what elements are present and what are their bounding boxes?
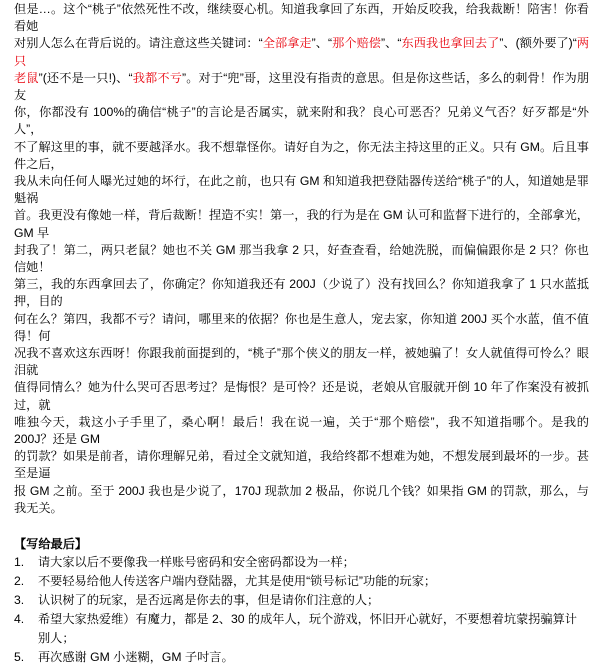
text-run: 唯独今天，栽这小子手里了，桑心啊！最后！我在说一遍，关于“那个赔偿”，我不知道指哪个。是我的 200J？还是 GM: [14, 414, 589, 447]
list-item-text: 希望大家热爱维）有魔力，都是 2、30 的成年人，玩个游戏，怀旧开心就好，不要想着坑蒙拐骗算计别人；: [38, 612, 577, 646]
list-item: [14, 648, 589, 667]
list-item-number: 5.: [14, 650, 25, 665]
text-run: ”、“: [381, 36, 402, 51]
paragraph: [14, 104, 589, 138]
paragraph: [14, 414, 589, 448]
list-item: [14, 591, 589, 610]
paragraph: [14, 70, 589, 104]
text-run: 不了解这里的事，就不要越泽水。我不想靠怪你。请好自为之，你无法主持这里的正义。只有 GM。后且事件之后，: [14, 139, 589, 171]
section-title: 【写给最后】: [14, 537, 88, 552]
list-item-text: 不要轻易给他人传送客户端内登陆器，尤其是使用“锁号标记”功能的玩家；: [38, 574, 437, 589]
paragraph: [14, 276, 589, 310]
paragraph: [14, 483, 589, 517]
list-item: [14, 572, 589, 591]
highlighted-term: 那个赔偿: [332, 36, 382, 51]
highlighted-term: 两只: [14, 36, 590, 68]
text-run: 的罚款？如果是前者，请你理解兄弟，看过全文就知道，我给终都不想难为她，不想发展到最坏的一步。甚至是逼: [14, 449, 589, 481]
list-item-number: 3.: [14, 593, 25, 608]
text-run: 第三，我的东西拿回去了，你确定？你知道我还有 200J（少说了）没有找回么？你知道我拿了 1 只水蓝抵押，目的: [14, 277, 589, 309]
paragraph: [14, 242, 589, 276]
paragraph: [14, 173, 589, 207]
text-run: ”。对于“兜”哥，这里没有指责的意思。但是你这些话，多么的刺骨！作为朋友: [14, 70, 590, 103]
paragraph: [14, 448, 589, 482]
list-item-text: 认识树了的玩家，是否远离是你去的事，但是请你们注意的人；: [38, 593, 380, 608]
text-run: 报 GM 之前。至于 200J 我也是少说了，170J 现款加 2 极品，你说几个钱？如果指 GM 的罚款，那么，与我无关。: [14, 483, 589, 515]
paragraph: [14, 379, 589, 413]
highlighted-term: 老鼠: [14, 70, 39, 85]
text-run: 值得同情么？她为什么哭可否思考过？是悔恨？是可怜？还是说，老娘从官服就开倒 10 年了作案没有被抓过，就: [14, 380, 589, 412]
text-run: ”、“: [311, 36, 333, 51]
text-run: ”、(额外要了)“: [499, 36, 577, 51]
text-run: 对别人怎么在背后说的。请注意这些关键词：“: [14, 36, 263, 51]
list-item-number: 2.: [14, 574, 25, 589]
list-item-number: 1.: [14, 555, 25, 570]
text-run: 但是…。这个“桃子”依然死性不改，继续耍心机。知道我拿回了东西，开始反咬我，给我裁断！陪害！你看看她: [14, 2, 589, 34]
section-spacer: [14, 517, 589, 536]
list-item-number: 4.: [14, 612, 25, 627]
closing-notes-list: [14, 553, 589, 667]
text-run: ”(还不是一只!)、“: [38, 70, 133, 85]
text-run: 况我不喜欢这东西呀！你跟我前面提到的，“桃子”那个侠义的朋友一样，被她骗了！女人就值得可怜么？眼泪就: [14, 346, 589, 378]
list-item-text: 请大家以后不要像我一样账号密码和安全密码都设为一样；: [38, 555, 355, 570]
paragraph: [14, 35, 589, 69]
text-run: 封我了！第二，两只老鼠？她也不关 GM 那当我拿 2 只，好查查看，给她洗脱，而偏偏跟你是 2 只？你也信她！: [14, 242, 589, 275]
text-run: 我从未向任何人曝光过她的坏行，在此之前，也只有 GM 和知道我把登陆器传送给“桃子”的人，知道她是罪魁祸: [14, 174, 589, 206]
highlighted-term: 全部拿走: [262, 36, 312, 51]
paragraph: [14, 345, 589, 379]
text-run: 你，你都没有 100%的确信“桃子”的言论是否属实，就来附和我？良心可恶否？兄弟义气否？好歹都是“外人”，: [14, 105, 589, 137]
body-paragraphs: [14, 0, 589, 517]
text-run: 首。我更没有像她一样，背后裁断！捏造不实！第一，我的行为是在 GM 认可和监督下进行的，全部拿光，GM 早: [14, 208, 589, 240]
text-run: 何在么？第四，我都不亏？请问，哪里来的依据？你也是生意人，宠去家，你知道 200J 买个水蓝，值不值得！何: [14, 311, 589, 343]
paragraph: [14, 139, 589, 173]
list-item: [14, 610, 589, 648]
list-item-text: 再次感谢 GM 小迷糊，GM 子吋言。: [38, 650, 234, 665]
paragraph: [14, 207, 589, 241]
paragraph: [14, 0, 589, 35]
highlighted-term: 东西我也拿回去了: [401, 36, 500, 51]
list-item: [14, 553, 589, 572]
paragraph: [14, 311, 589, 345]
highlighted-term: 我都不亏: [132, 70, 183, 85]
